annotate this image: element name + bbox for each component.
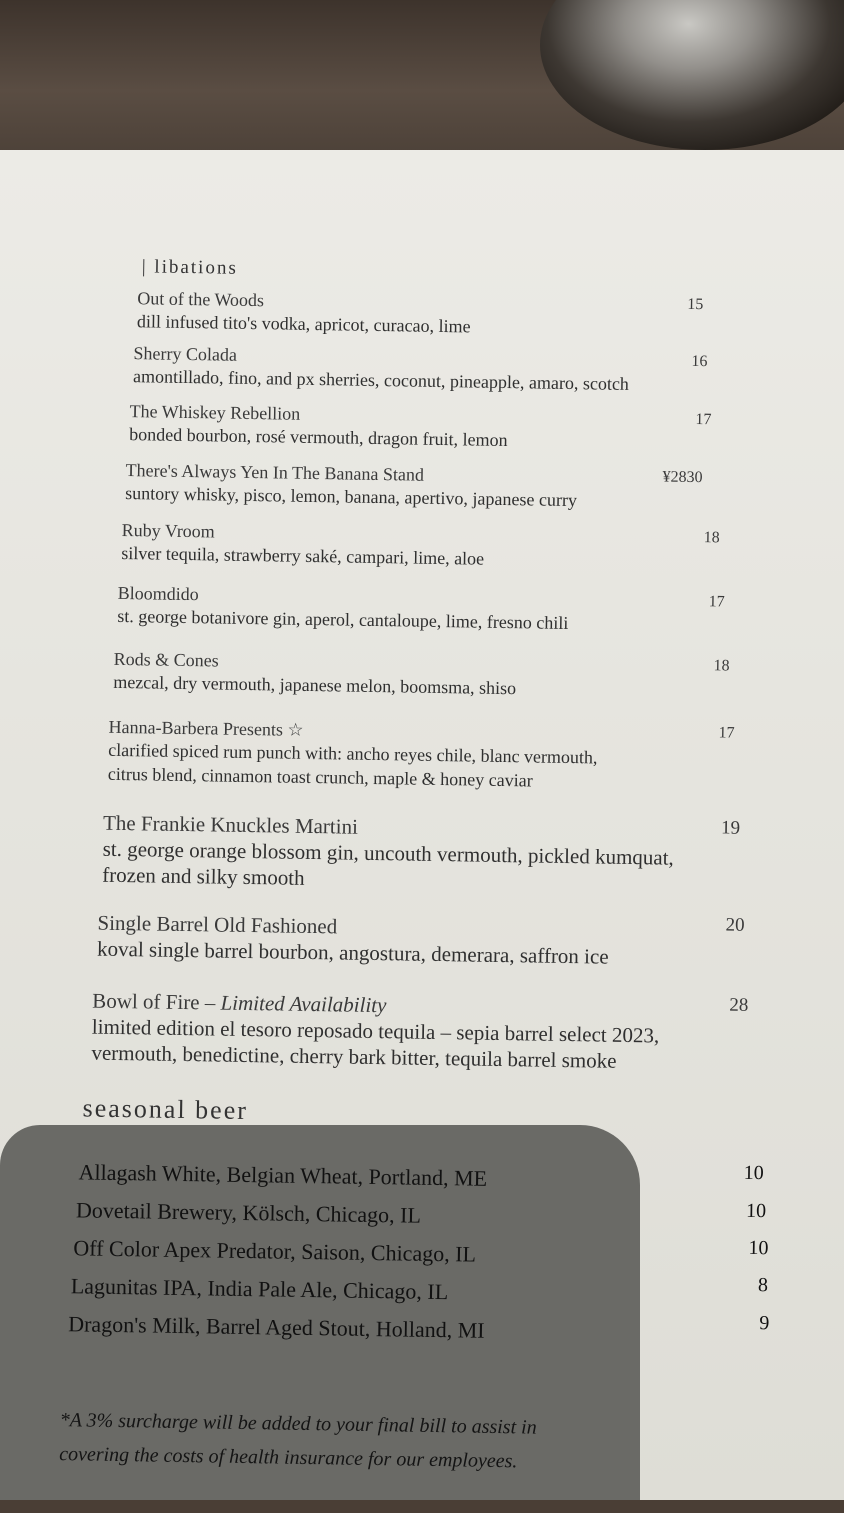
item-desc: silver tequila, strawberry saké, campari, lime, aloe (121, 542, 485, 569)
item-name: Ruby Vroom (121, 519, 215, 542)
footnote-line-1: *A 3% surcharge will be added to your final bill to assist in (59, 1409, 537, 1439)
menu-item (117, 582, 569, 635)
item-desc: dill infused tito's vodka, apricot, curacao, lime (136, 311, 471, 337)
item-name: There's Always Yen In The Banana Stand (125, 460, 425, 485)
item-name: Rods & Cones (113, 648, 219, 671)
item-desc: suntory whisky, pisco, lemon, banana, apertivo, japanese curry (125, 483, 578, 511)
footnote-line-2: covering the costs of health insurance for our employees. (58, 1443, 518, 1473)
item-name: Single Barrel Old Fashioned (97, 910, 338, 939)
beer-price: 10 (748, 1236, 769, 1260)
item-desc: koval single barrel bourbon, angostura, demerara, saffron ice (96, 936, 609, 969)
item-name: Sherry Colada (133, 343, 238, 365)
menu-item (108, 716, 598, 794)
item-name-main: Bowl of Fire – (92, 988, 221, 1015)
menu-item (133, 342, 630, 396)
item-name: The Whiskey Rebellion (129, 401, 301, 424)
beer-item: Off Color Apex Predator, Saison, Chicago, IL (73, 1235, 477, 1267)
libations-header: | libations (141, 256, 238, 279)
menu-item (121, 519, 485, 571)
beer-item: Lagunitas IPA, India Pale Ale, Chicago, IL (70, 1273, 449, 1305)
item-desc: bonded bourbon, rosé vermouth, dragon fruit, lemon (129, 424, 508, 451)
beer-item: Dragon's Milk, Barrel Aged Stout, Holland, MI (68, 1311, 485, 1343)
item-price: 17 (695, 410, 712, 429)
seasonal-beer-header: seasonal beer (82, 1093, 249, 1126)
item-desc: limited edition el tesoro reposado tequila – sepia barrel select 2023, vermouth, benedictine, cherry bark bitter, tequila barrel smoke (91, 1014, 660, 1073)
menu-item (125, 459, 577, 512)
item-desc: st. george orange blossom gin, uncouth vermouth, pickled kumquat, frozen and silky smooth (102, 836, 674, 890)
item-name-note: Limited Availability (220, 990, 387, 1018)
surcharge-footnote (59, 1403, 537, 1478)
item-name: Hanna-Barbera Presents ☆ (108, 716, 304, 740)
item-desc: st. george botanivore gin, aperol, cantaloupe, lime, fresno chili (117, 605, 569, 634)
menu-item (91, 988, 660, 1075)
item-price: 20 (725, 914, 745, 936)
item-price: 28 (729, 994, 749, 1016)
item-price: 18 (713, 657, 730, 675)
item-desc: amontillado, fino, and px sherries, coconut, pineapple, amaro, scotch (132, 366, 630, 394)
beer-price: 8 (757, 1274, 769, 1297)
item-name: The Frankie Knuckles Martini (102, 810, 359, 839)
beer-price: 10 (745, 1199, 767, 1223)
item-name: Out of the Woods (137, 288, 265, 311)
item-price: 15 (687, 295, 704, 314)
menu-item (102, 810, 674, 897)
item-price: 16 (691, 352, 708, 371)
item-desc: mezcal, dry vermouth, japanese melon, boomsma, shiso (113, 671, 517, 699)
beer-item: Dovetail Brewery, Kölsch, Chicago, IL (75, 1197, 422, 1228)
beer-item: Allagash White, Belgian Wheat, Portland, ME (78, 1159, 488, 1191)
item-price: 18 (703, 529, 720, 547)
beer-price: 10 (743, 1161, 764, 1185)
menu-item (97, 910, 609, 970)
item-price: 19 (720, 817, 741, 839)
item-price: ¥2830 (662, 468, 703, 487)
beer-price: 9 (759, 1312, 770, 1335)
menu-item (137, 287, 471, 338)
item-price: 17 (708, 593, 725, 611)
item-name: Bloomdido (117, 582, 199, 605)
item-price: 17 (718, 724, 735, 742)
item-desc: clarified spiced rum punch with: ancho reyes chile, blanc vermouth, citrus blend, cinnamon toast crunch, maple & honey caviar (107, 739, 598, 791)
menu-item (129, 400, 508, 452)
menu-item (113, 648, 517, 700)
